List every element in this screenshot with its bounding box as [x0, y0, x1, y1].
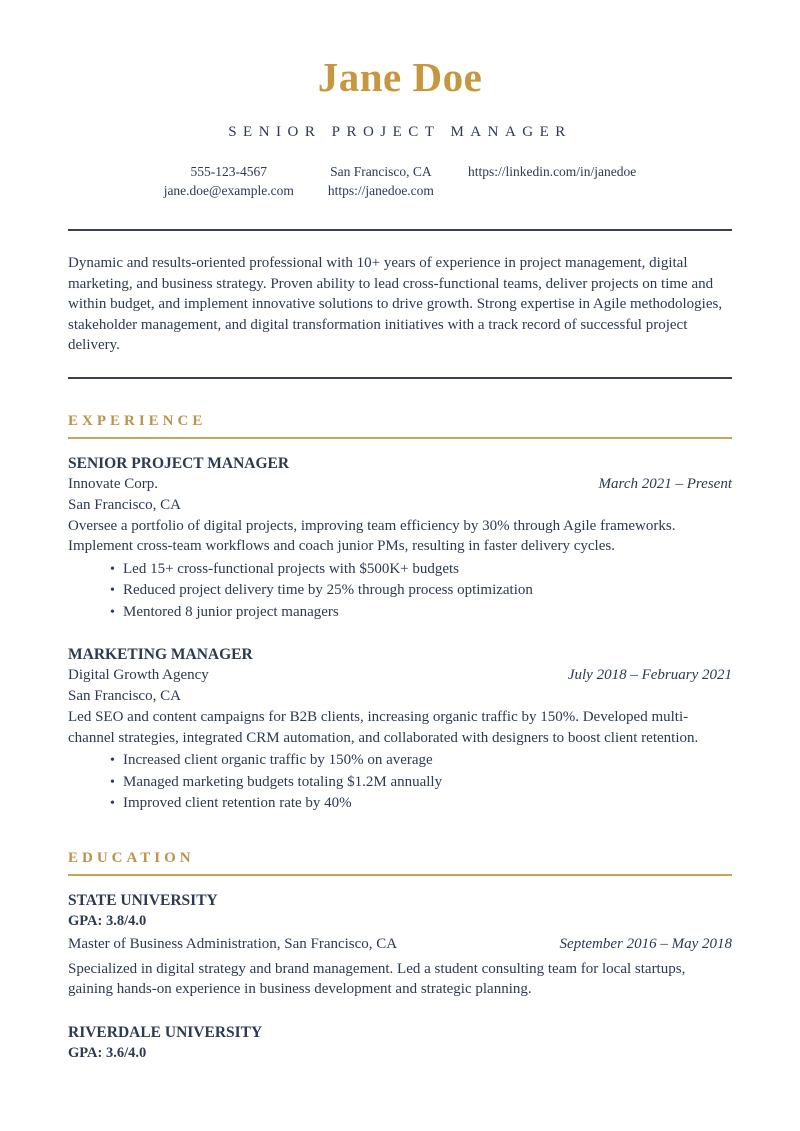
job-bullet: • Increased client organic traffic by 150% on average — [123, 750, 732, 772]
job-title: SENIOR PROJECT MANAGER — [68, 454, 290, 472]
job-dates: March 2021 – Present — [598, 475, 732, 492]
job-dates: July 2018 – February 2021 — [567, 667, 732, 684]
summary-top-divider — [68, 229, 732, 231]
job-bullet: • Managed marketing budgets totaling $1.2M annually — [123, 772, 732, 794]
contact-website-link[interactable]: https://janedoe.com — [327, 183, 434, 199]
job-description: Oversee a portfolio of digital projects, improving team efficiency by 30% through Agile frameworks. Implement cross-team workflows and coach junior PMs, resulting in faster delivery cycles. — [68, 517, 676, 555]
job-bullet: • Led 15+ cross-functional projects with $500K+ budgets — [123, 559, 732, 581]
job-bullet: • Improved client retention rate by 40% — [123, 793, 732, 815]
contact-block — [68, 162, 732, 200]
contact-column-2 — [328, 162, 434, 200]
job-title: MARKETING MANAGER — [68, 646, 253, 664]
school-name: STATE UNIVERSITY — [68, 891, 218, 909]
contact-column-3 — [468, 162, 636, 181]
section-heading-education: EDUCATION — [68, 850, 732, 876]
job-meta-row — [68, 665, 732, 686]
job-entry — [68, 453, 732, 624]
school-gpa: GPA: 3.6/4.0 — [68, 1044, 147, 1061]
contact-location: San Francisco, CA — [330, 164, 432, 180]
school-entry — [68, 891, 732, 1000]
job-meta-row — [68, 474, 732, 495]
job-company: Innovate Corp. — [68, 475, 158, 492]
school-dates: September 2016 – May 2018 — [559, 935, 732, 952]
contact-column-1 — [164, 162, 294, 200]
job-description: Led SEO and content campaigns for B2B clients, increasing organic traffic by 150%. Developed multi-channel strategies, integrated CRM automation, and collaborated with designers to boost client retention. — [68, 709, 699, 746]
degree-row — [68, 934, 732, 955]
job-entry — [68, 644, 732, 815]
resume-header — [68, 56, 732, 200]
contact-linkedin-link[interactable]: https://linkedin.com/in/janedoe — [467, 164, 637, 180]
professional-summary: Dynamic and results-oriented professional with 10+ years of experience in project management, digital marketing, and business strategy. Proven ability to lead cross-functional teams, deliver projects on time and within budget, and implement innovative solutions to drive growth. Strong expertise in Agile methodologies, stakeholder management, and digital transformation initiatives with a track record of successful project delivery. — [68, 255, 723, 354]
job-location: San Francisco, CA — [68, 496, 181, 513]
person-name: Jane Doe — [317, 54, 483, 100]
job-bullet-list — [68, 750, 732, 815]
summary-bottom-divider — [68, 377, 732, 379]
contact-email-link[interactable]: jane.doe@example.com — [163, 183, 294, 199]
school-name: RIVERDALE UNIVERSITY — [68, 1023, 263, 1041]
school-degree: Master of Business Administration, San Francisco, CA — [68, 935, 398, 952]
section-heading-experience: EXPERIENCE — [68, 413, 732, 439]
job-location: San Francisco, CA — [68, 688, 181, 705]
person-headline: SENIOR PROJECT MANAGER — [228, 124, 572, 141]
school-entry — [68, 1023, 732, 1063]
contact-phone: 555-123-4567 — [190, 164, 267, 180]
job-company: Digital Growth Agency — [68, 667, 209, 684]
school-description: Specialized in digital strategy and brand management. Led a student consulting team for local startups, gaining hands-on experience in business development and strategic planning. — [68, 960, 686, 998]
job-bullet: • Reduced project delivery time by 25% through process optimization — [123, 580, 732, 602]
job-bullet: • Mentored 8 junior project managers — [123, 602, 732, 624]
school-gpa: GPA: 3.8/4.0 — [68, 912, 147, 929]
job-bullet-list — [68, 559, 732, 624]
